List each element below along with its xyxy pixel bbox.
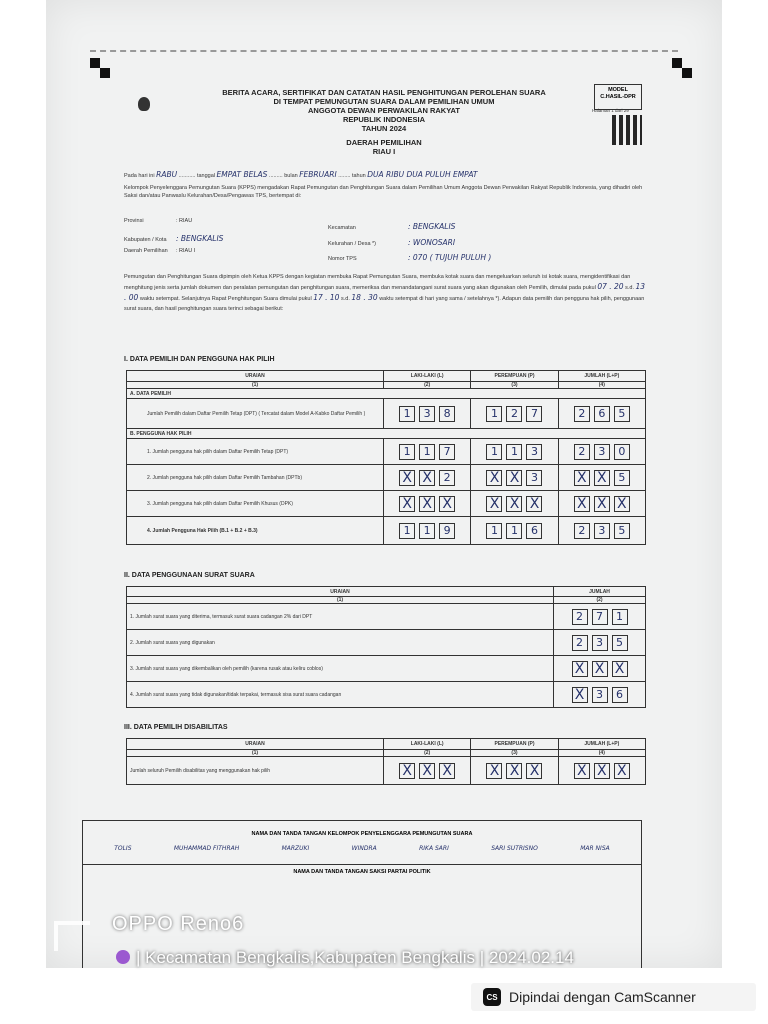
col-header: PEREMPUAN (P) bbox=[471, 739, 558, 750]
subsection-title: B. PENGGUNA HAK PILIH bbox=[127, 429, 646, 439]
digit-boxes: 2 7 1 bbox=[557, 609, 642, 625]
digit-boxes: 1 1 6 bbox=[474, 523, 554, 539]
row-label: 2. Jumlah surat suara yang digunakan bbox=[127, 630, 554, 656]
digit-boxes: X 3 6 bbox=[557, 687, 642, 703]
row-label: 3. Jumlah pengguna hak pilih dalam Daftar Pemilih Khusus (DPK) bbox=[127, 491, 384, 517]
row-label: 1. Jumlah surat suara yang diterima, termasuk surat suara cadangan 2% dari DPT bbox=[127, 604, 554, 630]
digit-boxes: X X X bbox=[562, 496, 642, 512]
col-header: JUMLAH bbox=[554, 587, 646, 597]
col-number: (4) bbox=[558, 750, 645, 757]
signature-block bbox=[82, 820, 642, 968]
digit-boxes: X X 2 bbox=[387, 470, 467, 486]
camera-brand-icon bbox=[54, 921, 90, 951]
camscanner-logo-icon: CS bbox=[483, 988, 501, 1006]
col-number: (4) bbox=[558, 382, 645, 389]
digit-boxes: 1 3 8 bbox=[387, 406, 467, 422]
ballot-usage-table bbox=[126, 586, 646, 708]
disability-table bbox=[126, 738, 646, 785]
qr-code-icon bbox=[612, 115, 642, 145]
digit-boxes: 1 1 9 bbox=[387, 523, 467, 539]
alignment-mark bbox=[100, 68, 110, 78]
col-header: URAIAN bbox=[127, 587, 554, 597]
digit-boxes: 2 3 0 bbox=[562, 444, 642, 460]
voter-data-table bbox=[126, 370, 646, 545]
row-label: 1. Jumlah pengguna hak pilih dalam Daftar Pemilih Tetap (DPT) bbox=[127, 439, 384, 465]
signature-name: MARZUKI bbox=[281, 845, 310, 852]
section-title: I. DATA PEMILIH DAN PENGGUNA HAK PILIH bbox=[124, 356, 275, 363]
signature-name: TOLIS bbox=[114, 845, 132, 852]
col-header: LAKI-LAKI (L) bbox=[384, 739, 471, 750]
scanned-form bbox=[46, 0, 722, 968]
row-label: Jumlah seluruh Pemilih disabilitas yang menggunakan hak pilih bbox=[127, 757, 384, 785]
signature-name: MAR NISA bbox=[580, 845, 610, 852]
digit-boxes: X X X bbox=[474, 763, 554, 779]
subsection-title: A. DATA PEMILIH bbox=[127, 389, 646, 399]
kecamatan-row: Kecamatan : BENGKALIS bbox=[328, 222, 456, 231]
digit-boxes: X X X bbox=[387, 763, 467, 779]
kelurahan-row: Kelurahan / Desa *) : WONOSARI bbox=[328, 238, 456, 247]
kpps-signature-row bbox=[83, 845, 641, 852]
row-label: 4. Jumlah surat suara yang tidak digunakan/tidak terpakai, termasuk sisa surat suara cadangan bbox=[127, 682, 554, 708]
digit-boxes: X X 5 bbox=[562, 470, 642, 486]
digit-boxes: 2 3 5 bbox=[557, 635, 642, 651]
col-header: LAKI-LAKI (L) bbox=[384, 371, 471, 382]
alignment-mark bbox=[682, 68, 692, 78]
signature-name: SARI SUTRISNO bbox=[491, 845, 538, 852]
location-watermark: | Kecamatan Bengkalis,Kabupaten Bengkalis | 2024.02.14 bbox=[136, 948, 574, 967]
perforation-line bbox=[90, 50, 678, 52]
signature-name: RIKA SARI bbox=[419, 845, 449, 852]
camera-watermark: OPPO Reno6 bbox=[112, 913, 245, 935]
location-pin-icon bbox=[116, 950, 130, 964]
date-line: Pada hari ini RABU ........... tanggal EMPAT BELAS ......... bulan FEBRUARI ........ tahun DUA RIBU DUA PULUH EMPAT bbox=[124, 170, 478, 179]
col-header: JUMLAH (L+P) bbox=[558, 739, 645, 750]
col-number: (3) bbox=[471, 750, 558, 757]
col-number: (3) bbox=[471, 382, 558, 389]
col-header: PEREMPUAN (P) bbox=[471, 371, 558, 382]
alignment-mark bbox=[672, 58, 682, 68]
camscanner-badge bbox=[471, 983, 756, 1011]
digit-boxes: 2 6 5 bbox=[562, 406, 642, 422]
col-number: (1) bbox=[127, 750, 384, 757]
digit-boxes: 1 2 7 bbox=[474, 406, 554, 422]
signature-name: MUHAMMAD FITHRAH bbox=[173, 845, 240, 852]
alignment-mark bbox=[90, 58, 100, 68]
dapil-row: Daerah Pemilihan : RIAU I bbox=[124, 248, 196, 254]
model-badge: MODEL C.HASIL-DPR bbox=[594, 84, 642, 110]
signature-name: WINDRA bbox=[351, 845, 377, 852]
digit-boxes: X X X bbox=[557, 661, 642, 677]
row-label: Jumlah Pemilih dalam Daftar Pemilih Tetap (DPT) ( Tercatat dalam Model A-Kabko Daftar Pemilih ) bbox=[127, 399, 384, 429]
digit-boxes: X X 3 bbox=[474, 470, 554, 486]
col-number: (2) bbox=[384, 750, 471, 757]
row-label: 4. Jumlah Pengguna Hak Pilih (B.1 + B.2 + B.3) bbox=[127, 517, 384, 545]
tps-row: Nomor TPS : 070 ( TUJUH PULUH ) bbox=[328, 253, 492, 262]
page-number: Halaman 1 dari 29 bbox=[592, 108, 629, 113]
col-number: (1) bbox=[127, 382, 384, 389]
digit-boxes: 1 1 7 bbox=[387, 444, 467, 460]
col-number: (2) bbox=[384, 382, 471, 389]
col-number: (2) bbox=[554, 597, 646, 604]
digit-boxes: X X X bbox=[474, 496, 554, 512]
col-header: JUMLAH (L+P) bbox=[558, 371, 645, 382]
digit-boxes: 1 1 3 bbox=[474, 444, 554, 460]
intro-text: Kelompok Penyelenggara Pemungutan Suara (KPPS) mengadakan Rapat Pemungutan dan Penghitungan Suara dalam Pemilihan Umum Anggota Dewan Perwakilan Rakyat Republik Indonesia, yang dihadiri oleh Saksi dan/atau Panwaslu Kelurahan/Desa/Pengawas TPS, bertempat di: bbox=[124, 185, 643, 199]
camscanner-label: Dipindai dengan CamScanner bbox=[509, 989, 696, 1005]
row-label: 2. Jumlah pengguna hak pilih dalam Daftar Pemilih Tambahan (DPTb) bbox=[127, 465, 384, 491]
section-title: II. DATA PENGGUNAAN SURAT SUARA bbox=[124, 572, 255, 579]
col-number: (1) bbox=[127, 597, 554, 604]
section-title: III. DATA PEMILIH DISABILITAS bbox=[124, 724, 228, 731]
form-title: BERITA ACARA, SERTIFIKAT DAN CATATAN HASIL PENGHITUNGAN PEROLEHAN SUARA DI TEMPAT PEMUNGUTAN SUARA DALAM PEMILIHAN UMUM ANGGOTA DEWAN PERWAKILAN RAKYAT REPUBLIK INDONESIA TAHUN 2024 DAERAH PEMILIHAN RIAU I bbox=[222, 88, 546, 156]
provinsi-row: Provinsi : RIAU bbox=[124, 218, 193, 224]
kabupaten-row: Kabupaten / Kota : BENGKALIS bbox=[124, 234, 224, 243]
col-header: URAIAN bbox=[127, 371, 384, 382]
digit-boxes: X X X bbox=[562, 763, 642, 779]
signature-title: NAMA DAN TANDA TANGAN KELOMPOK PENYELENGGARA PEMUNGUTAN SUARA bbox=[251, 831, 473, 837]
col-header: URAIAN bbox=[127, 739, 384, 750]
digit-boxes: X X X bbox=[387, 496, 467, 512]
procedure-text: Pemungutan dan Penghitungan Suara dipimpin oleh Ketua KPPS dengan kegiatan membuka Rapat Pemungutan Suara, membuka kotak suara dan mengeluarkan seluruh isi kotak suara, mengidentifikasi dan menghitung jenis serta jumlah dokumen dan peralatan pemungutan dan penghitungan suara, memeriksa dan menandatangani surat suara yang akan digunakan oleh Pemilih, dimulai pada pukul 07 . 20 s.d. 13 . 00 waktu setempat. Selanjutnya Rapat Penghitungan Suara dimulai pukul 17 . 10 s.d. 18 . 30 waktu setempat di hari yang sama / setelahnya *). Adapun data pemilih dan pengguna hak pilih, penggunaan surat suara, dan hasil penghitungan suara terinci sebagai berikut: bbox=[124, 274, 646, 312]
row-label: 3. Jumlah surat suara yang dikembalikan oleh pemilih (karena rusak atau keliru coblos) bbox=[127, 656, 554, 682]
digit-boxes: 2 3 5 bbox=[562, 523, 642, 539]
signature-title: NAMA DAN TANDA TANGAN SAKSI PARTAI POLITIK bbox=[83, 864, 641, 875]
